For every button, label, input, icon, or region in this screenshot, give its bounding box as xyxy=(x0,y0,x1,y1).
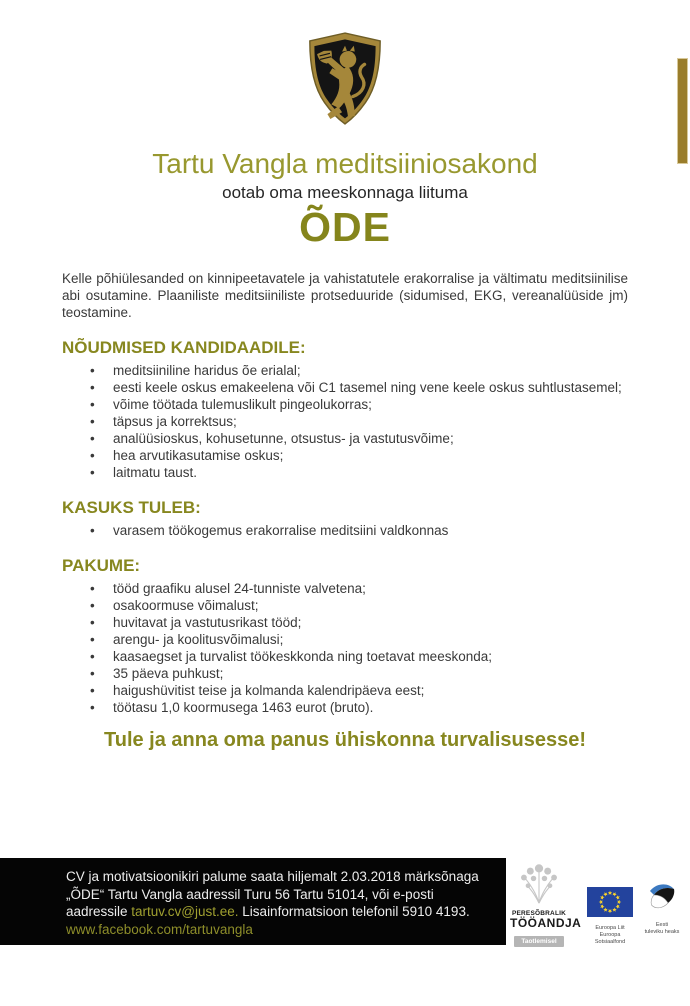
list-item: • tööd graafiku alusel 24-tunniste valvetena; xyxy=(62,580,628,597)
advantages-list xyxy=(62,522,628,539)
estonia-caption-line-1: Eesti xyxy=(655,922,669,928)
footer-line-3-prefix: aadressile xyxy=(66,904,132,919)
tree-of-circles-icon xyxy=(517,862,561,904)
eu-caption-line-2: Euroopa Sotsiaalfond xyxy=(594,931,626,945)
list-item: • laitmatu taust. xyxy=(62,464,628,481)
offer-list xyxy=(62,580,628,716)
list-item: • haigushüvitist teise ja kolmanda kalendripäeva eest; xyxy=(62,682,628,699)
estonia-swallow-icon xyxy=(647,882,677,914)
footer-line-3 xyxy=(66,903,494,921)
estonia-logo-caption xyxy=(642,922,682,936)
cta-line: Tule ja anna oma panus ühiskonna turvalisusesse! xyxy=(104,729,586,751)
estonia-caption-line-2: tuleviku heaks xyxy=(644,928,680,935)
list-item: • arengu- ja koolitusvõimalusi; xyxy=(62,631,628,648)
footer-line-1: CV ja motivatsioonikiri palume saata hiljemalt 2.03.2018 märksõnaga xyxy=(66,869,479,884)
facebook-link[interactable]: www.facebook.com/tartuvangla xyxy=(66,921,253,937)
list-item: • meditsiiniline haridus õe erialal; xyxy=(62,362,628,379)
family-friendly-status-badge: Taotlemisel xyxy=(514,936,563,947)
gold-accent-bar xyxy=(677,58,688,164)
footer-line-3-suffix: Lisainformatsioon telefonil 5910 4193. xyxy=(238,904,470,919)
email-link[interactable]: tartuv.cv@just.ee. xyxy=(131,904,239,919)
footer-contact-text xyxy=(66,868,494,938)
list-item: • osakoormuse võimalust; xyxy=(62,597,628,614)
subtitle: ootab oma meeskonnaga liituma xyxy=(222,183,468,202)
list-item: • eesti keele oskus emakeelena või C1 tasemel ning vene keele oskus suhtlustasemel; xyxy=(62,379,628,396)
section-heading-advantages: KASUKS TULEB: xyxy=(62,498,201,517)
intro-paragraph: Kelle põhiülesanded on kinnipeetavatele ja vahistatutele erakorralise ja vältimatu meditsiinilise abi osutamine. Plaaniliste meditsiiniliste protseduuride (sidumised, EKG, vereanalüüside jm) teostamine. xyxy=(62,271,628,320)
list-item: • hea arvutikasutamise oskus; xyxy=(62,447,628,464)
section-heading-requirements: NÕUDMISED KANDIDAADILE: xyxy=(62,338,306,357)
job-ad-page xyxy=(0,30,690,945)
list-item: • võime töötada tulemuslikult pingeolukorras; xyxy=(62,396,628,413)
family-friendly-employer-logo xyxy=(510,862,582,948)
family-friendly-label-bottom: TÖÖANDJA xyxy=(510,916,582,930)
estonia-brand-logo xyxy=(642,882,682,936)
lion-shield-crest-icon xyxy=(303,30,387,128)
list-item: • huvitavat ja vastutusrikast tööd; xyxy=(62,614,628,631)
footer-line-4 xyxy=(66,921,494,939)
section-heading-offer: PAKUME: xyxy=(62,556,141,575)
list-item: • analüüsioskus, kohusetunne, otsustus- ja vastutusvõime; xyxy=(62,430,628,447)
list-item: • kaasaegset ja turvalist töökeskkonda ning toetavat meeskonda; xyxy=(62,648,628,665)
list-item: • täpsus ja korrektsus; xyxy=(62,413,628,430)
family-friendly-label-top: PERESÕBRALIK xyxy=(511,910,567,917)
footer-contact-bar xyxy=(0,858,506,945)
footer-logos xyxy=(506,858,690,945)
eu-caption-line-1: Euroopa Liit xyxy=(595,925,625,931)
list-item: • varasem töökogemus erakorralise meditsiini valdkonnas xyxy=(62,522,628,539)
eu-logo-caption xyxy=(586,925,634,946)
eu-flag-icon xyxy=(587,887,633,917)
position-title: ÕDE xyxy=(299,204,391,250)
list-item: • töötasu 1,0 koormusega 1463 eurot (bruto). xyxy=(62,699,628,716)
requirements-list xyxy=(62,362,628,481)
footer-line-2: „ÕDE“ Tartu Vangla aadressil Turu 56 Tartu 51014, või e-posti xyxy=(66,886,434,902)
eu-social-fund-logo xyxy=(586,887,634,946)
page-title: Tartu Vangla meditsiiniosakond xyxy=(152,148,538,179)
list-item: • 35 päeva puhkust; xyxy=(62,665,628,682)
